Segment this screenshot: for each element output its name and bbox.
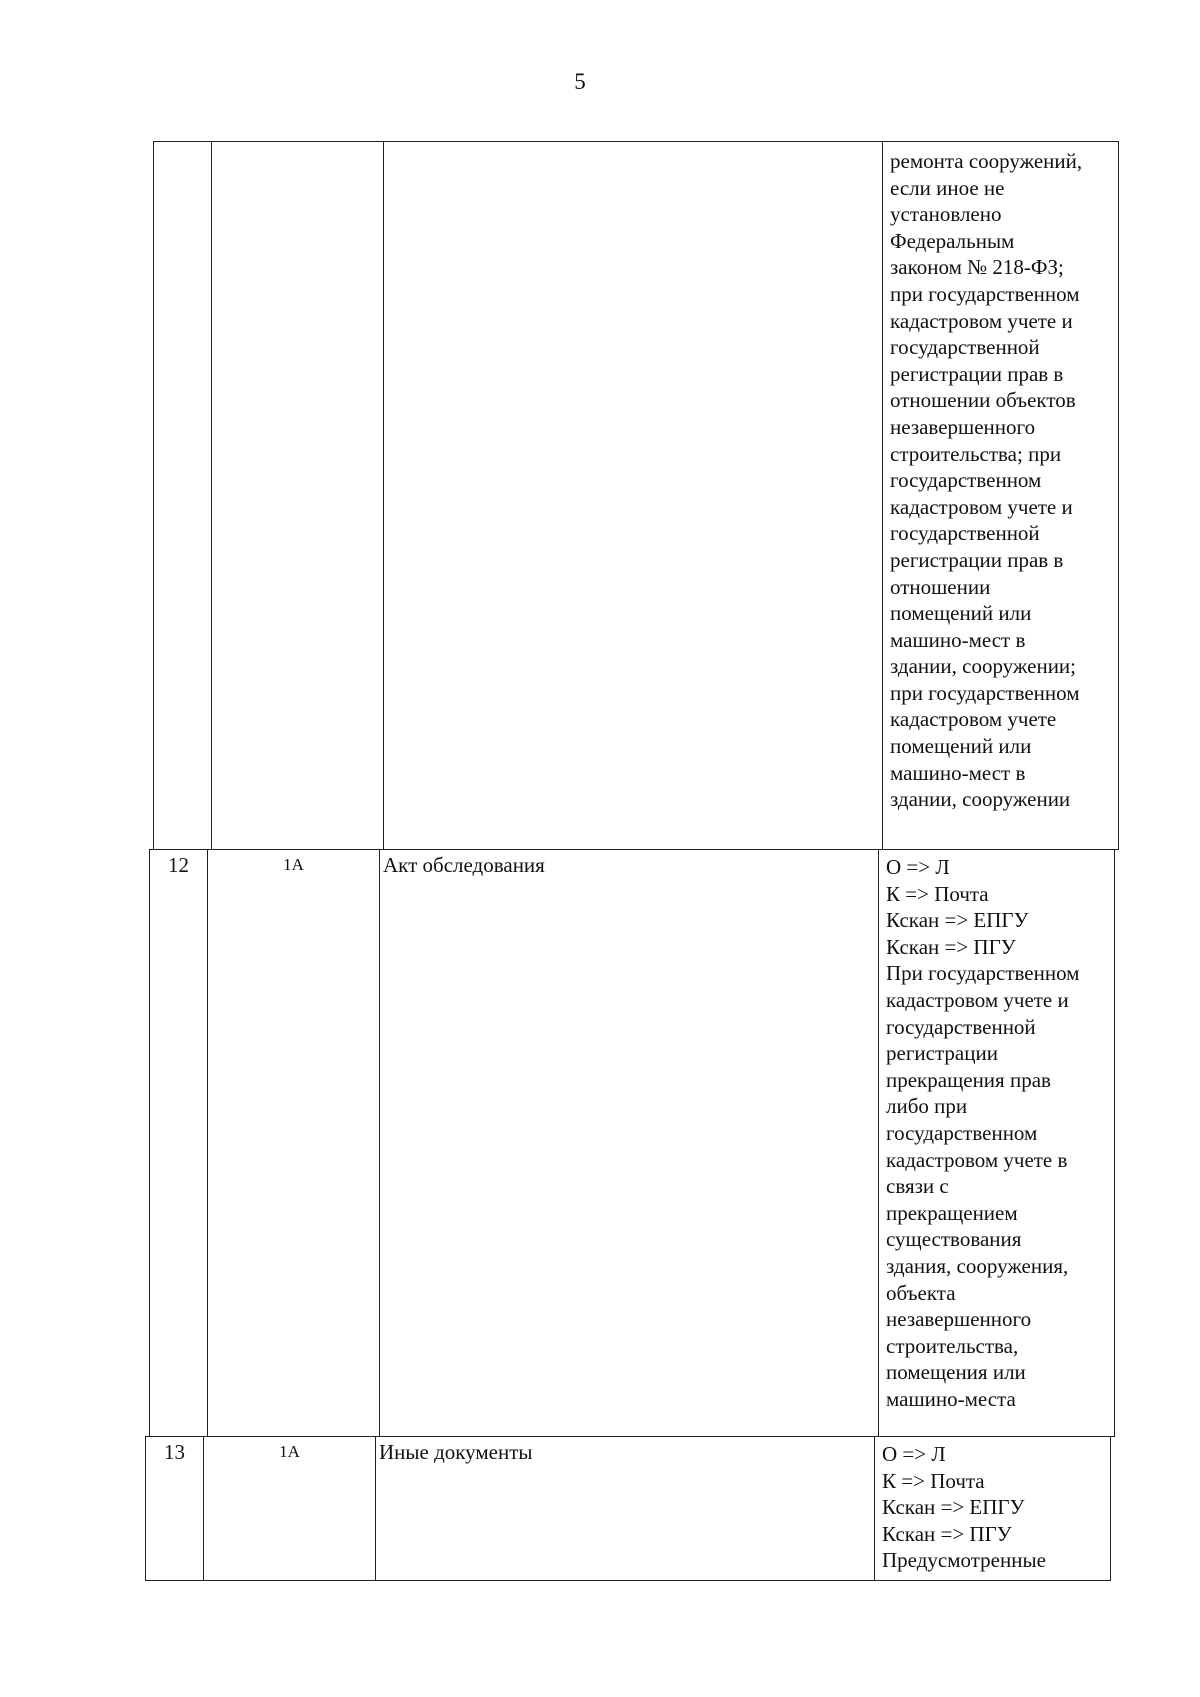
row-number-cell xyxy=(154,142,212,850)
text-line: О => Л xyxy=(886,855,950,879)
text-line: объекта xyxy=(886,1280,956,1305)
text-line: При государственном xyxy=(886,961,1080,986)
text-line: ремонта сооружений, xyxy=(890,149,1083,173)
text-line: здания, сооружения, xyxy=(886,1253,1069,1278)
document-name: Иные документы xyxy=(379,1440,533,1464)
text-line: при государственном xyxy=(890,281,1080,306)
text-line: установлено xyxy=(890,202,1002,227)
text-line: помещений или xyxy=(890,601,1032,626)
text-line: существования xyxy=(886,1227,1022,1252)
text-line: при государственном xyxy=(890,680,1080,705)
row-number-cell xyxy=(150,850,208,1437)
text-line: здании, сооружении xyxy=(890,787,1071,812)
text-line: либо при xyxy=(886,1094,968,1119)
text-line: Кскан => ПГУ xyxy=(882,1521,1012,1546)
text-line: государственном xyxy=(890,468,1042,493)
submission-methods-cell xyxy=(883,142,1119,850)
text-line: К => Почта xyxy=(886,881,989,906)
text-line: Федеральным xyxy=(890,228,1015,253)
text-line: кадастровом учете и xyxy=(890,494,1073,519)
text-line: государственной xyxy=(890,335,1040,360)
text-line: регистрации прав в xyxy=(890,547,1064,572)
row-number: 12 xyxy=(168,853,189,877)
text-line: отношении xyxy=(890,574,991,599)
text-line: кадастровом учете в xyxy=(886,1147,1068,1172)
row-code-cell xyxy=(204,1437,376,1581)
text-line: Предусмотренные xyxy=(882,1548,1046,1573)
row-code: 1А xyxy=(283,855,304,874)
text-line: если иное не xyxy=(890,175,1005,200)
row-code-cell xyxy=(212,142,384,850)
text-line: строительства; при xyxy=(890,441,1062,466)
text-line: законом № 218-ФЗ; xyxy=(890,255,1064,280)
table-row xyxy=(150,850,1115,1437)
text-line: кадастровом учете и xyxy=(886,987,1069,1012)
row-13-table xyxy=(145,1436,1111,1581)
text-line: государственном xyxy=(886,1120,1038,1145)
text-line: Кскан => ПГУ xyxy=(886,934,1016,959)
text-line: государственной xyxy=(886,1014,1036,1039)
text-line: регистрации прав в xyxy=(890,361,1064,386)
text-line: кадастровом учете xyxy=(890,707,1057,732)
page-number: 5 xyxy=(574,69,586,94)
row-code: 1А xyxy=(279,1442,300,1461)
text-line: прекращения прав xyxy=(886,1067,1051,1092)
text-line: К => Почта xyxy=(882,1468,985,1493)
document-name-cell xyxy=(376,1437,875,1581)
text-line: прекращением xyxy=(886,1200,1018,1225)
text-line: машино-мест в xyxy=(890,627,1026,652)
text-line: отношении объектов xyxy=(890,388,1076,413)
row-code-cell xyxy=(208,850,380,1437)
continuation-table xyxy=(153,141,1119,850)
submission-methods-cell xyxy=(875,1437,1111,1581)
text-line: Кскан => ЕПГУ xyxy=(882,1495,1025,1520)
text-line: государственной xyxy=(890,521,1040,546)
text-line: О => Л xyxy=(882,1442,946,1466)
document-name-cell xyxy=(384,142,883,850)
text-line: незавершенного xyxy=(886,1307,1032,1332)
text-line: здании, сооружении; xyxy=(890,654,1077,679)
text-line: машино-места xyxy=(886,1386,1016,1411)
text-line: помещения или xyxy=(886,1360,1026,1385)
text-line: строительства, xyxy=(886,1333,1019,1358)
document-name-cell xyxy=(380,850,879,1437)
table-row xyxy=(146,1437,1111,1581)
row-12-table xyxy=(149,849,1115,1437)
document-name: Акт обследования xyxy=(383,853,545,877)
row-number-cell xyxy=(146,1437,204,1581)
text-line: помещений или xyxy=(890,734,1032,759)
text-line: кадастровом учете и xyxy=(890,308,1073,333)
submission-methods-cell xyxy=(879,850,1115,1437)
table-row xyxy=(154,142,1119,850)
text-line: связи с xyxy=(886,1174,949,1199)
text-line: машино-мест в xyxy=(890,760,1026,785)
text-line: Кскан => ЕПГУ xyxy=(886,908,1029,933)
text-line: незавершенного xyxy=(890,414,1036,439)
text-line: регистрации xyxy=(886,1041,998,1066)
row-number: 13 xyxy=(164,1440,185,1464)
